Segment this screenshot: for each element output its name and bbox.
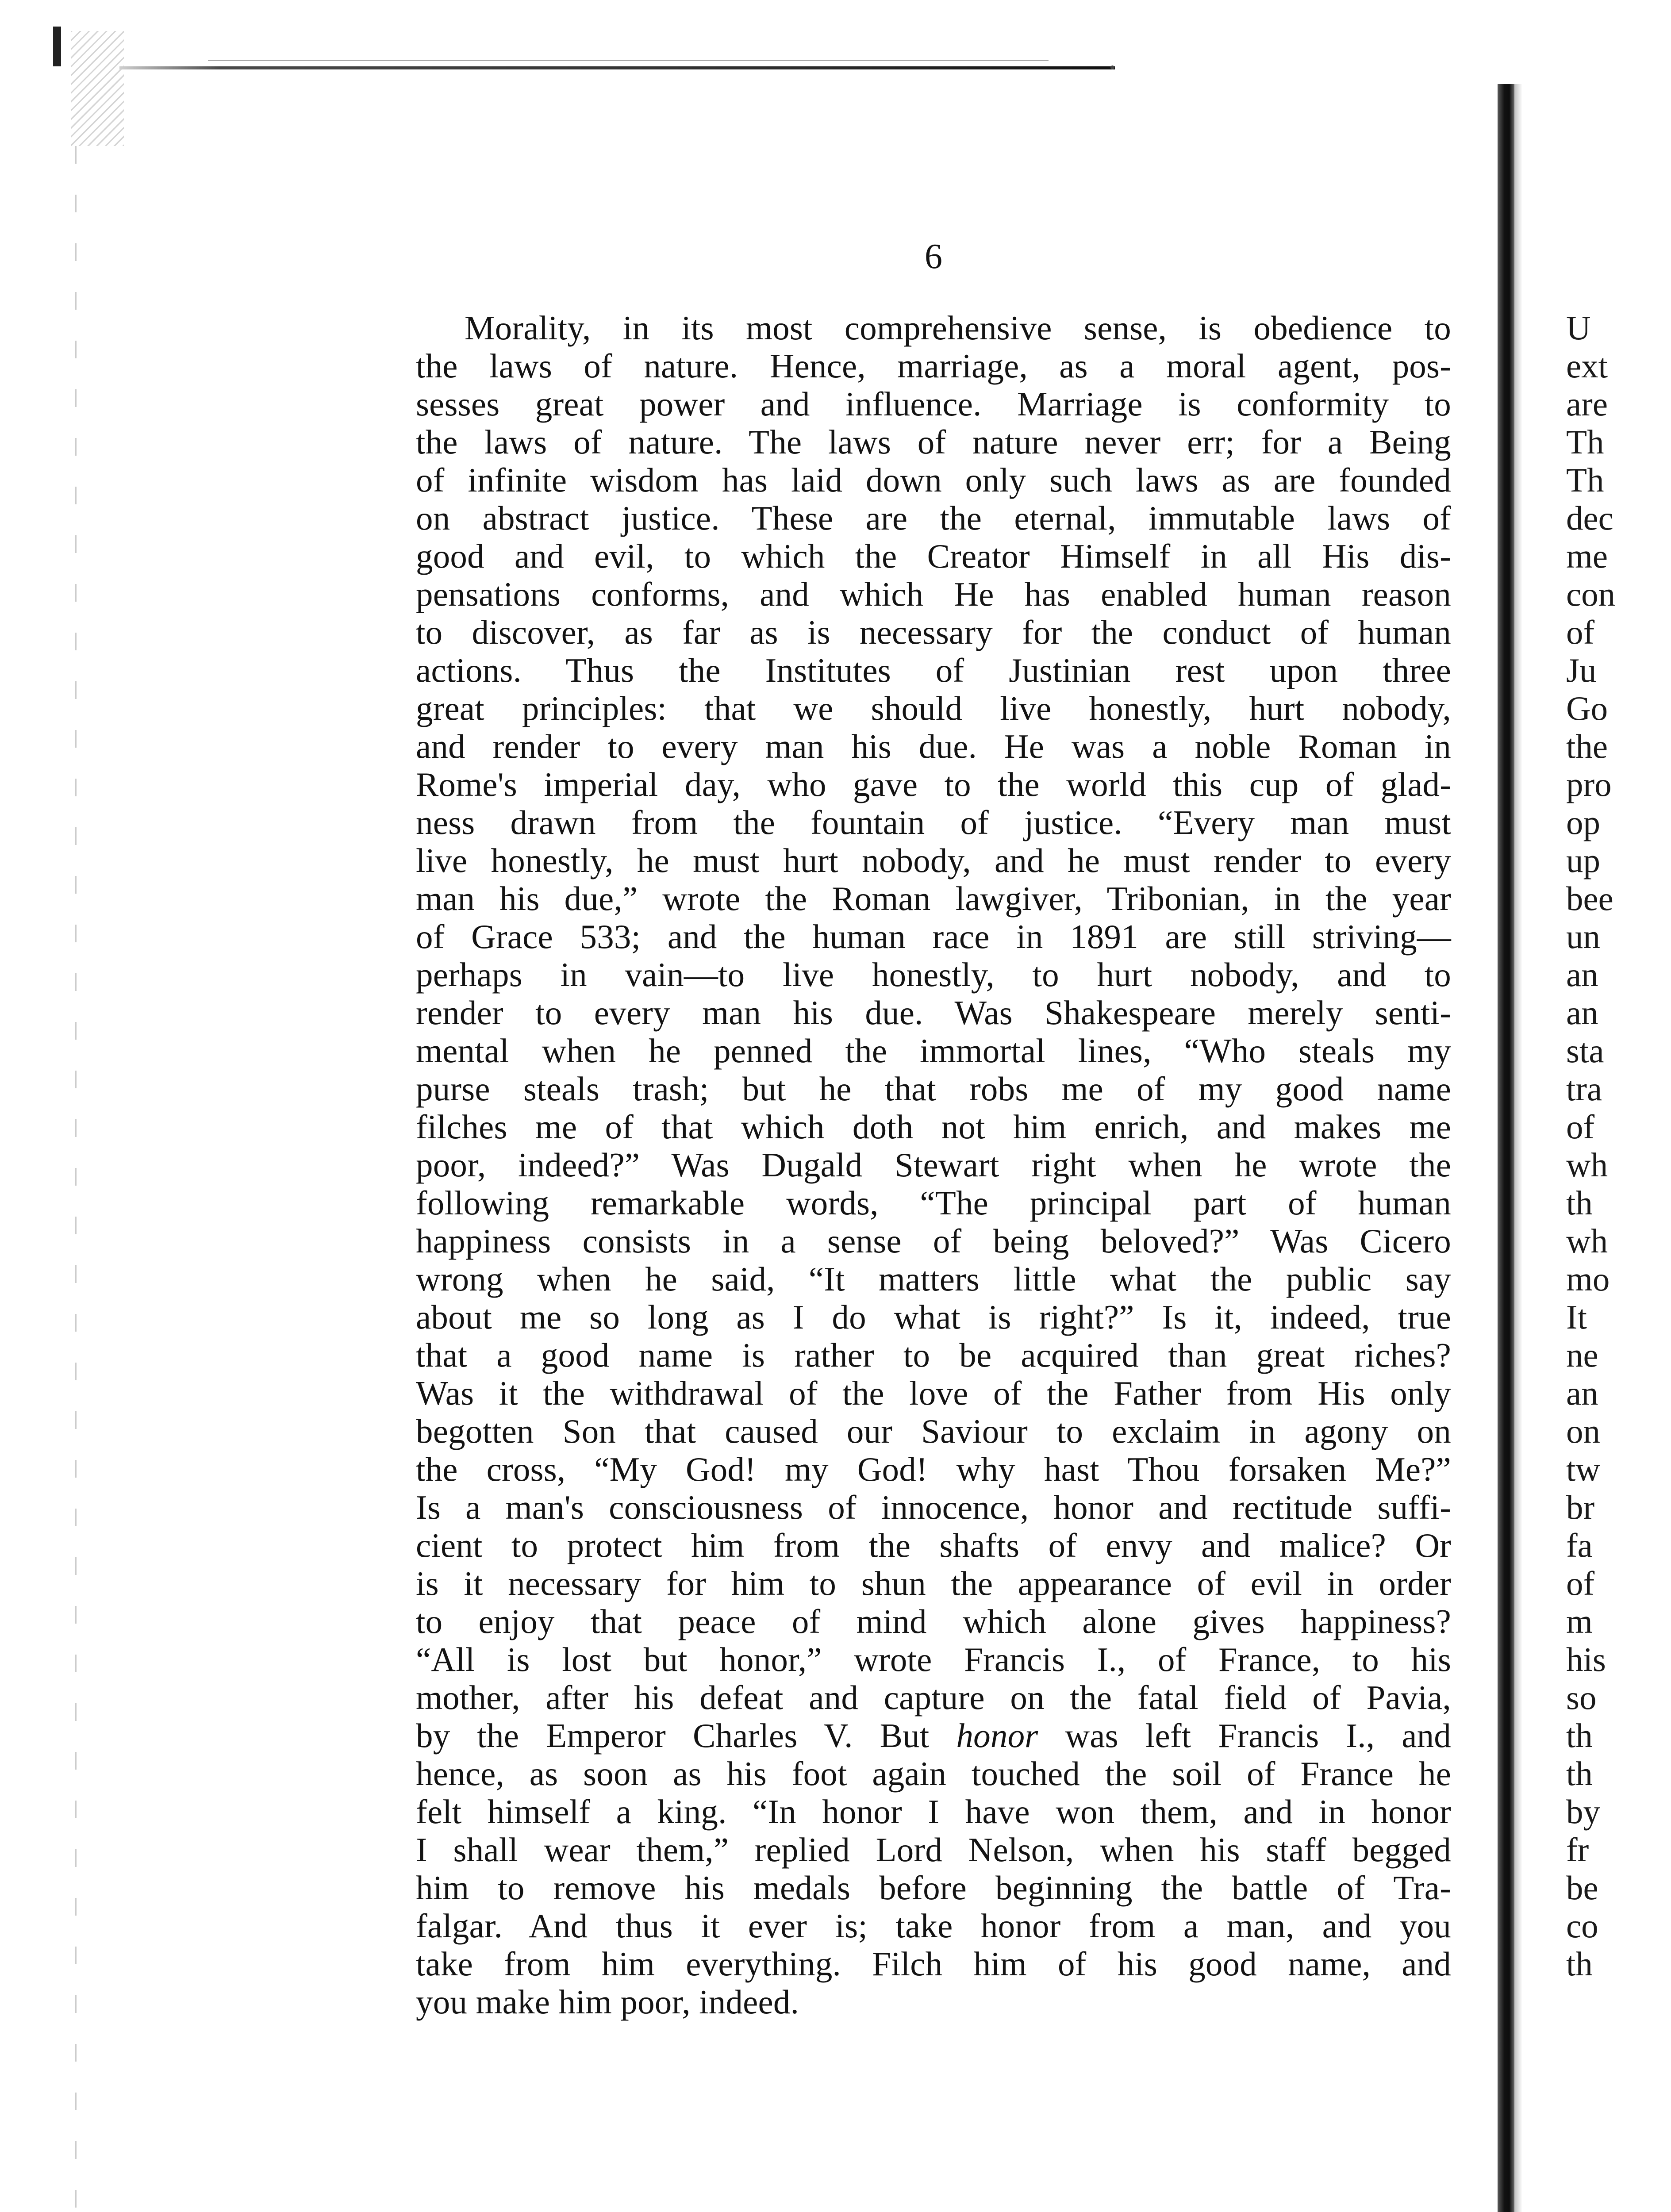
text-line: poor, indeed?” Was Dugald Stewart right when he wrote the [416,1146,1451,1184]
next-column-fragment: Th [1566,461,1604,499]
gutter-binding [1498,84,1514,2212]
text-line: following remarkable words, “The principal part of human [416,1184,1451,1222]
text-line: ness drawn from the fountain of justice. “Every man must [416,803,1451,841]
next-column-fragment: by [1566,1793,1600,1831]
next-column-fragment: an [1566,1374,1598,1412]
text-line: purse steals trash; but he that robs me of my good name [416,1070,1451,1108]
text-line: the laws of nature. The laws of nature never err; for a Being [416,423,1451,461]
text-line: mother, after his defeat and capture on the fatal field of Pavia, [416,1678,1451,1717]
binding-edge-mark [53,27,61,66]
next-column-fragment: tw [1566,1450,1600,1488]
next-column-fragment: are [1566,385,1608,423]
next-column-fragment: fa [1566,1526,1593,1564]
next-column-fragment: Ju [1566,651,1597,689]
text-line: Is a man's consciousness of innocence, honor and rectitude suffi- [416,1488,1451,1526]
text-line: live honestly, he must hurt nobody, and he must render to every [416,841,1451,879]
next-column-fragment: con [1566,575,1616,613]
text-line: begotten Son that caused our Saviour to exclaim in agony on [416,1412,1451,1450]
next-column-fragment: th [1566,1945,1593,1983]
next-column-fragment: wh [1566,1146,1608,1184]
text-line: about me so long as I do what is right?” Is it, indeed, true [416,1298,1451,1336]
next-column-fragment: ext [1566,347,1608,385]
text-line: and render to every man his due. He was a noble Roman in [416,727,1451,765]
next-column-fragment: It [1566,1298,1587,1336]
text-line: great principles: that we should live honestly, hurt nobody, [416,689,1451,727]
top-rule [119,66,1115,69]
text-line [416,1717,1451,1755]
text-line: happiness consists in a sense of being beloved?” Was Cicero [416,1222,1451,1260]
text-line: good and evil, to which the Creator Himself in all His dis- [416,537,1451,575]
top-thin-rule [208,60,1049,61]
text-line: to discover, as far as is necessary for the conduct of human [416,613,1451,651]
next-column-fragment: th [1566,1755,1593,1793]
next-column-fragment: dec [1566,499,1613,537]
text-line: hence, as soon as his foot again touched the soil of France he [416,1755,1451,1793]
text-line: wrong when he said, “It matters little what the public say [416,1260,1451,1298]
next-column-fragment: un [1566,918,1600,956]
text-line: man his due,” wrote the Roman lawgiver, Tribonian, in the year [416,879,1451,918]
next-column-fragment: of [1566,1564,1595,1602]
text-line: actions. Thus the Institutes of Justinian rest upon three [416,651,1451,689]
text-line: to enjoy that peace of mind which alone gives happiness? [416,1602,1451,1640]
next-column-fragment: m [1566,1602,1593,1640]
text-line: of Grace 533; and the human race in 1891 are still striving— [416,918,1451,956]
next-column-fragment: Go [1566,689,1608,727]
text-line: filches me of that which doth not him enrich, and makes me [416,1108,1451,1146]
text-line: the laws of nature. Hence, marriage, as a moral agent, pos- [416,347,1451,385]
next-column-fragment: me [1566,537,1608,575]
text-line: you make him poor, indeed. [416,1983,799,2021]
text-line: render to every man his due. Was Shakespeare merely senti- [416,994,1451,1032]
next-column-fragment: Th [1566,423,1604,461]
next-column-fragment: bee [1566,879,1613,918]
text-line: Rome's imperial day, who gave to the world this cup of glad- [416,765,1451,803]
next-column-fragment: on [1566,1412,1600,1450]
text-line: Was it the withdrawal of the love of the Father from His only [416,1374,1451,1412]
text-line: felt himself a king. “In honor I have won them, and in honor [416,1793,1451,1831]
text-line: the cross, “My God! my God! why hast Thou forsaken Me?” [416,1450,1451,1488]
text-line: falgar. And thus it ever is; take honor from a man, and you [416,1907,1451,1945]
italic-word: honor [956,1717,1038,1755]
text-line: Morality, in its most comprehensive sense, is obedience to [465,309,1451,347]
gutter-shadow [1514,84,1522,2212]
next-column-fragment: wh [1566,1222,1608,1260]
next-column-fragment: pro [1566,765,1612,803]
left-margin-edge [75,146,77,2212]
next-column-fragment: th [1566,1184,1593,1222]
text-line: sesses great power and influence. Marriage is conformity to [416,385,1451,423]
next-column-fragment: co [1566,1907,1598,1945]
next-column-fragment: mo [1566,1260,1610,1298]
next-column-fragment: th [1566,1717,1593,1755]
next-page-column [1566,309,1668,2193]
next-column-fragment: the [1566,727,1608,765]
text-line: take from him everything. Filch him of his good name, and [416,1945,1451,1983]
next-column-fragment: sta [1566,1032,1604,1070]
text-line: perhaps in vain—to live honestly, to hurt nobody, and to [416,956,1451,994]
text-line: I shall wear them,” replied Lord Nelson, when his staff begged [416,1831,1451,1869]
next-column-fragment: an [1566,956,1598,994]
left-margin-speckle [71,31,124,146]
text-line: on abstract justice. These are the eternal, immutable laws of [416,499,1451,537]
text-line: pensations conforms, and which He has enabled human reason [416,575,1451,613]
next-column-fragment: be [1566,1869,1598,1907]
next-column-fragment: U [1566,309,1591,347]
next-column-fragment: so [1566,1678,1597,1717]
next-column-fragment: br [1566,1488,1595,1526]
page-number: 6 [925,237,942,276]
text-run: was left Francis I., and [1038,1717,1451,1755]
next-column-fragment: fr [1566,1831,1589,1869]
text-line: of infinite wisdom has laid down only such laws as are founded [416,461,1451,499]
text-line: mental when he penned the immortal lines, “Who steals my [416,1032,1451,1070]
next-column-fragment: his [1566,1640,1606,1678]
body-paragraph [416,309,1451,2021]
text-line: him to remove his medals before beginning the battle of Tra- [416,1869,1451,1907]
next-column-fragment: ne [1566,1336,1598,1374]
next-column-fragment: of [1566,1108,1595,1146]
next-column-fragment: up [1566,841,1600,879]
speck [1110,65,1114,69]
next-column-fragment: op [1566,803,1600,841]
text-line: cient to protect him from the shafts of envy and malice? Or [416,1526,1451,1564]
text-run: by the Emperor Charles V. But [416,1717,957,1755]
next-column-fragment: of [1566,613,1595,651]
text-line: is it necessary for him to shun the appearance of evil in order [416,1564,1451,1602]
next-column-fragment: tra [1566,1070,1602,1108]
text-line: that a good name is rather to be acquired than great riches? [416,1336,1451,1374]
text-line: “All is lost but honor,” wrote Francis I., of France, to his [416,1640,1451,1678]
next-column-fragment: an [1566,994,1598,1032]
